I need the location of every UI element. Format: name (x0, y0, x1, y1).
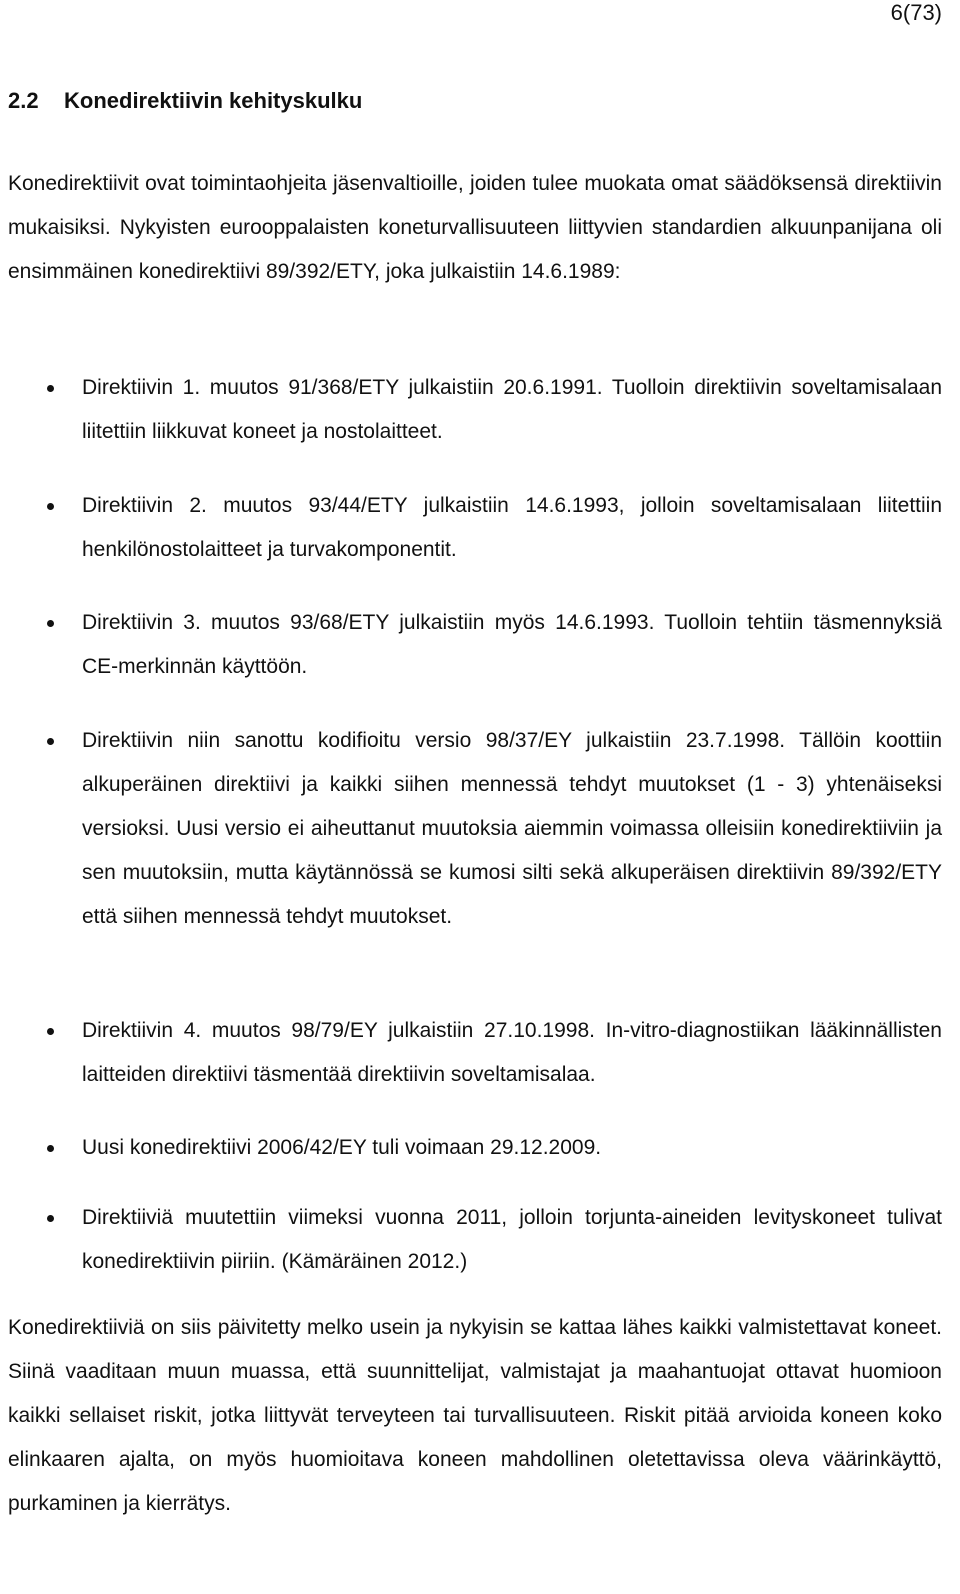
list-item (82, 719, 942, 939)
bullet-icon (47, 1028, 54, 1035)
section-number: 2.2 (8, 88, 39, 113)
list-item (82, 1196, 942, 1284)
list-item-text: Uusi konedirektiivi 2006/42/EY tuli voimaan 29.12.2009. (82, 1136, 602, 1159)
list-item (82, 1009, 942, 1097)
bullet-icon (47, 1215, 54, 1222)
section-title: Konedirektiivin kehityskulku (64, 88, 363, 113)
list-item-text: Direktiivin 4. muutos 98/79/EY julkaistiin 27.10.1998. In-vitro-diagnostiikan lääkinnällisten laitteiden direktiivi täsmentää direktiivin soveltamisalaa. (82, 1019, 942, 1086)
page-number: 6(73) (890, 0, 942, 25)
list-item (82, 1126, 942, 1170)
bullet-icon (47, 738, 54, 745)
list-item-text: Direktiivin 2. muutos 93/44/ETY julkaistiin 14.6.1993, jolloin soveltamisalaan liitettiin henkilönostolaitteet ja turvakomponentit. (82, 494, 942, 561)
bullet-icon (47, 503, 54, 510)
list-item-text: Direktiivin niin sanottu kodifioitu versio 98/37/EY julkaistiin 23.7.1998. Tällöin koottiin alkuperäinen direktiivi ja kaikki siihen mennessä tehdyt muutokset (1 - 3) yhtenäiseksi versioksi. Uusi versio ei aiheuttanut muutoksia aiemmin voimassa olleisiin konedirektiiviin ja sen muutoksiin, mutta käytännössä se kumosi silti sekä alkuperäisen direktiivin 89/392/ETY että siihen mennessä tehdyt muutokset. (82, 729, 942, 928)
list-item (82, 601, 942, 689)
section-heading (8, 86, 362, 116)
list-item-text: Direktiivin 1. muutos 91/368/ETY julkaistiin 20.6.1991. Tuolloin direktiivin soveltamisalaan liitettiin liikkuvat koneet ja nostolaitteet. (82, 376, 942, 443)
bullet-icon (47, 620, 54, 627)
bullet-icon (47, 1145, 54, 1152)
intro-paragraph: Konedirektiivit ovat toimintaohjeita jäsenvaltioille, joiden tulee muokata omat säädöksensä direktiivin mukaisiksi. Nykyisten eurooppalaisten koneturvallisuuteen liittyvien standardien alkuunpanijana oli ensimmäinen konedirektiivi 89/392/ETY, joka julkaistiin 14.6.1989: (8, 172, 942, 283)
closing-paragraph: Konedirektiiviä on siis päivitetty melko usein ja nykyisin se kattaa lähes kaikki valmistettavat koneet. Siinä vaaditaan muun muassa, että suunnittelijat, valmistajat ja maahantuojat ottavat huomioon kaikki sellaiset riskit, jotka liittyvät terveyteen tai turvallisuuteen. Riskit pitää arvioida koneen koko elinkaaren ajalta, on myös huomioitava koneen mahdollinen oletettavissa oleva väärinkäyttö, purkaminen ja kierrätys. (8, 1316, 942, 1515)
list-item-text: Direktiivin 3. muutos 93/68/ETY julkaistiin myös 14.6.1993. Tuolloin tehtiin täsmennyksiä CE-merkinnän käyttöön. (82, 611, 942, 678)
list-item-text: Direktiiviä muutettiin viimeksi vuonna 2011, jolloin torjunta-aineiden levityskoneet tulivat konedirektiivin piiriin. (Kämäräinen 2012.) (82, 1206, 942, 1273)
bullet-icon (47, 385, 54, 392)
list-item (82, 484, 942, 572)
list-item (82, 366, 942, 454)
